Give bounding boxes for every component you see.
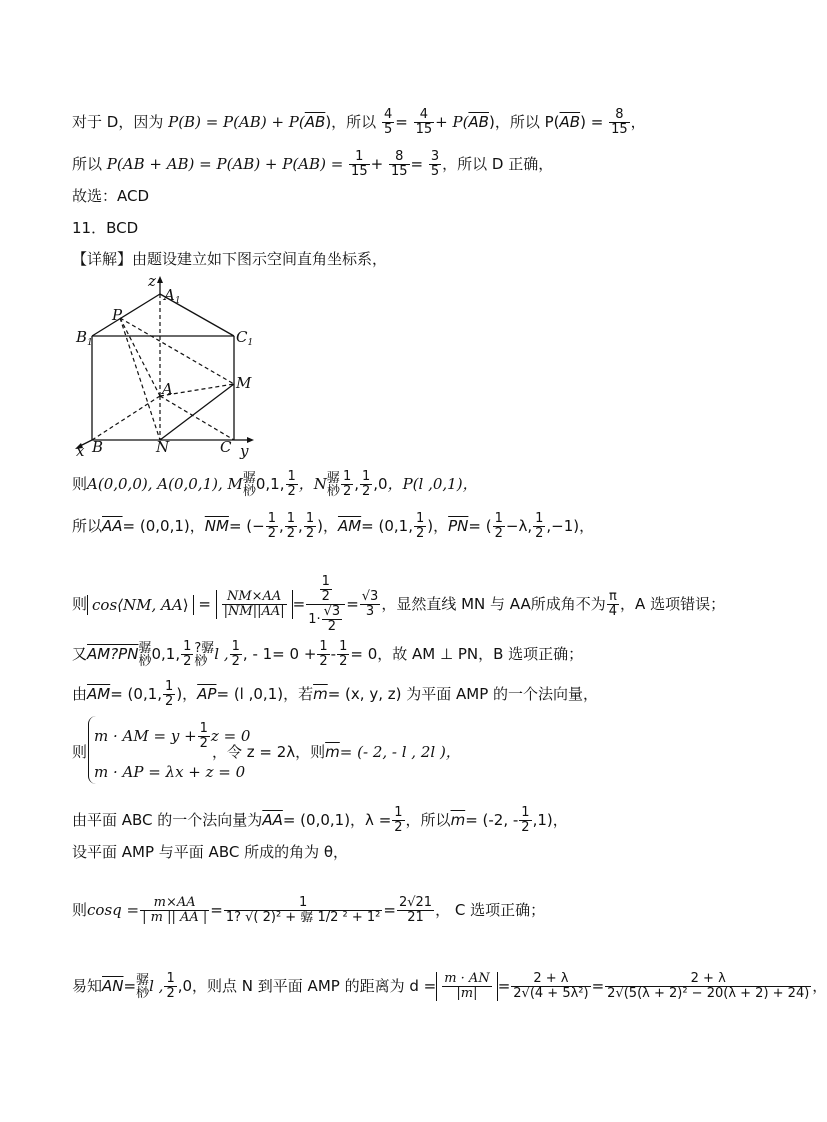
numerator: 1 (521, 805, 530, 820)
math: P(B) = P(AB) + P( (168, 113, 305, 131)
label-y: y (240, 442, 249, 460)
math: m · AM = y + (94, 727, 197, 745)
text: = (395, 113, 408, 131)
fraction (266, 512, 278, 541)
label-b1: $B_1$ (76, 328, 93, 348)
line-12 (72, 806, 568, 835)
numerator: 2√21 (398, 895, 433, 910)
math-overline: $\overline{AB}$ (468, 113, 489, 131)
fraction (414, 512, 426, 541)
text: = (346, 595, 359, 613)
garbled-glyph: 骣 桫 (326, 470, 340, 499)
numerator: 1 (342, 469, 352, 484)
label-m: M (236, 374, 252, 392)
text: 则 (72, 743, 88, 761)
denominator: 2√(5(λ + 2)² − 20(λ + 2) + 24) (607, 986, 810, 1001)
text: = (0,1, (110, 685, 163, 703)
fraction (181, 640, 193, 669)
label-c1: $C_1$ (236, 328, 254, 348)
text: )，所以 (325, 113, 377, 131)
line-9 (72, 640, 583, 669)
text: 由平面 ABC 的一个法向量为 (72, 811, 263, 829)
fraction (163, 680, 175, 709)
math: l , (214, 645, 229, 663)
numerator: 1 (166, 971, 175, 986)
math-overline: $\overline{AB}$ (559, 113, 581, 131)
fraction (429, 150, 441, 179)
garbled-glyph: 骣 桫 (138, 640, 152, 669)
numerator: 1 (165, 679, 174, 694)
abs-fraction (216, 590, 293, 619)
numerator: 4 (414, 108, 435, 123)
text: ，则点 N 到平面 AMP 的距离为 d = (192, 977, 437, 995)
vector: $\overline{AM}$ (87, 685, 111, 703)
denominator: 2 (321, 589, 330, 604)
fraction (493, 512, 505, 541)
text: , - 1 (242, 645, 273, 663)
label-z: z (148, 272, 156, 290)
text: , (278, 517, 284, 535)
text: ，令 z = 2λ，则 (212, 743, 326, 761)
line-15 (72, 972, 827, 1001)
denominator: 2 (327, 619, 337, 634)
text: )， (317, 517, 338, 535)
text: = (123, 977, 137, 995)
fraction (286, 470, 298, 499)
numerator: 1 (319, 639, 328, 654)
text: , (354, 475, 359, 493)
text: , (298, 517, 303, 535)
math: A(0,0,0), A (87, 475, 169, 493)
vector: $\overline{AP}$ (197, 685, 217, 703)
garbled-glyph: ?骣 桫 (194, 640, 215, 669)
text: ) = (580, 113, 604, 131)
text: 0,1, (151, 645, 181, 663)
text: = (383, 901, 396, 919)
denominator: 2 (166, 986, 175, 1001)
denominator: 15 (611, 122, 628, 137)
abs-cos (87, 595, 194, 615)
fraction (609, 108, 630, 137)
text: 对于 D，因为 (72, 113, 164, 131)
line-6 (72, 470, 478, 499)
denominator (306, 605, 345, 634)
line-2 (72, 150, 553, 179)
denominator: 2 (286, 526, 296, 541)
denominator: 2 (339, 654, 348, 669)
numerator: 1 (349, 150, 370, 165)
fraction (392, 806, 404, 835)
denominator: 2 (165, 694, 174, 709)
math: ⟩ (182, 595, 189, 614)
text: ， C 选项正确； (435, 901, 546, 919)
numerator: 1 (415, 511, 425, 526)
fraction (317, 640, 329, 669)
numerator: 1 (394, 805, 403, 820)
denominator: 15 (390, 164, 408, 179)
math: cosq = (87, 901, 140, 919)
math: = (- 2, - l , 2l )， (339, 743, 461, 761)
text: = (410, 155, 424, 173)
fraction (607, 590, 619, 619)
text: = (l ,0,1)，若 (216, 685, 314, 703)
text: = 0 + (272, 645, 317, 663)
vector: $\overline{AA}$ (102, 517, 123, 535)
text: 则 (72, 595, 88, 613)
line-5: 【详解】由题设建立如下图示空间直角坐标系， (72, 250, 388, 268)
edge-b1a1 (92, 294, 160, 336)
numerator: 3 (430, 149, 440, 164)
math: + P( (435, 113, 469, 131)
numerator: 1 (286, 511, 296, 526)
vector: $\overline{PN}$ (448, 517, 469, 535)
text: = (-2, - (465, 811, 519, 829)
label-p: P (112, 306, 123, 324)
fraction (198, 722, 210, 751)
text: = (0,1, (361, 517, 413, 535)
math: z = 0 (210, 727, 251, 745)
numerator: m · AN (444, 971, 490, 986)
text: = (292, 595, 306, 613)
line-11 (72, 742, 87, 762)
text: ，A 选项错误； (620, 595, 726, 613)
denominator: 2 (494, 526, 503, 541)
vector: $\overline{NM}$ (204, 517, 229, 535)
text: 所成角不为 (530, 595, 606, 613)
fraction (304, 512, 316, 541)
numerator: 1 (535, 511, 544, 526)
fraction (140, 896, 209, 925)
text: = (210, 901, 223, 919)
numerator: π (607, 590, 619, 605)
text: ,1)， (532, 811, 568, 829)
numerator: 4 (383, 107, 393, 122)
text: ,0 (177, 977, 193, 995)
fraction (511, 972, 590, 1001)
fraction (320, 575, 332, 604)
denominator: |m| (456, 986, 478, 1001)
line-8: 则 cos⟨NM, AA⟩ = $\frac{NM\times AA}{|NM||AA|}$ = $\frac{1}{2}$ 1· $\frac{√3}{2}$ = $\frac{√3}{3}$ ，显然直线 MN 与 AA所成角不为 $\frac{\pi}{4}$ ，A 选项错误； (72, 574, 726, 634)
text: ，显然直线 MN 与 AA (381, 595, 531, 613)
numerator: 2 + λ (511, 972, 590, 987)
line-14 (72, 896, 545, 925)
denominator: 15 (415, 122, 433, 137)
label-x: x (76, 442, 85, 460)
line-4: 11．BCD (72, 219, 139, 237)
text: 0,1, (255, 475, 285, 493)
fraction (442, 972, 492, 1001)
garbled-glyph: 骣 桫 (136, 972, 150, 1001)
denominator: 21 (407, 910, 424, 925)
text: = (0,0,1)，λ = (282, 811, 392, 829)
vector: $\overline{m}$ (450, 811, 466, 829)
z-arrow-icon (157, 276, 163, 283)
denominator: | m || AA | (142, 910, 208, 925)
denominator: 4 (608, 604, 618, 619)
label-a: A (162, 380, 173, 398)
fraction (285, 512, 297, 541)
numerator: 1 (224, 896, 383, 911)
text: 则 (72, 475, 88, 493)
math: (0,0,1), M (168, 475, 243, 493)
text: = (0,0,1)， (122, 517, 205, 535)
numerator: 1 (231, 639, 240, 654)
denominator: 2 (342, 484, 352, 499)
denominator: 15 (351, 164, 368, 179)
vector: $\overline{AM}$ (337, 517, 362, 535)
text: ， (630, 113, 646, 131)
fraction (533, 512, 545, 541)
line-7 (72, 512, 594, 541)
numerator: 1 (321, 574, 330, 589)
text: ，所以 D 正确， (442, 155, 554, 173)
label-a1: $A_1$ (164, 286, 181, 306)
numerator: 2 + λ (605, 972, 811, 987)
text: ,−1)， (546, 517, 595, 535)
text: = (591, 977, 605, 995)
denominator: 5 (430, 164, 440, 179)
text: = (497, 977, 511, 995)
text: ,0 (373, 475, 388, 493)
text: 由 (72, 685, 88, 703)
numerator: 1 (339, 639, 348, 654)
line-1 (72, 108, 646, 137)
denominator: 2 (394, 820, 403, 835)
line-13: 设平面 AMP 与平面 ABC 所成的角为 θ， (72, 843, 349, 861)
fraction (230, 640, 242, 669)
denominator: 2 (287, 484, 296, 499)
text: ， (812, 977, 827, 995)
text: )，所以 P( (488, 113, 560, 131)
numerator: 1 (287, 469, 296, 484)
denominator: 2 (267, 526, 276, 541)
numerator: 1 (305, 511, 315, 526)
text: −λ, (505, 517, 533, 535)
denominator: 2 (231, 654, 240, 669)
text: 所以 (72, 155, 103, 173)
fraction (389, 150, 410, 179)
denominator: 5 (383, 122, 393, 137)
numerator: 8 (609, 108, 630, 123)
vector: $\overline{AN}$ (102, 977, 124, 995)
numerator: 1 (494, 511, 503, 526)
vector: $\overline{AA}$ (262, 811, 283, 829)
text: 又 (72, 645, 88, 663)
fraction (519, 806, 531, 835)
text: )， (176, 685, 198, 703)
denominator: 2 (199, 736, 208, 751)
fraction (382, 108, 394, 137)
edge-ab (92, 396, 160, 440)
denominator: 3 (365, 604, 375, 619)
coordinate-figure (72, 272, 272, 462)
math: ，P(l ,0,1)， (387, 475, 478, 493)
denominator: 1? √( 2)² + 骣 1/2 ² + 1² (225, 910, 381, 925)
text: + (370, 155, 384, 173)
fraction (397, 896, 434, 925)
denominator: 2 (183, 654, 192, 669)
fraction (414, 108, 435, 137)
label-b: B (92, 438, 104, 456)
denominator: 2√(4 + 5λ²) (513, 986, 589, 1001)
numerator: √3 (361, 589, 379, 604)
fraction (222, 590, 287, 619)
numerator: NM×AA (222, 590, 287, 605)
numerator: 8 (389, 150, 410, 165)
fraction (164, 972, 176, 1001)
fraction (306, 575, 345, 634)
denominator: 2 (415, 526, 425, 541)
equation-2 (94, 762, 245, 782)
text: - (330, 645, 337, 663)
denominator: 2 (362, 484, 371, 499)
fraction (224, 896, 383, 925)
denominator: 2 (535, 526, 544, 541)
fraction (322, 605, 343, 634)
math: l , (149, 977, 164, 995)
fraction (605, 972, 811, 1001)
text: 1· (308, 612, 321, 627)
abs-fraction (436, 972, 498, 1001)
math: P(AB + AB) = P(AB) + P(AB) = (106, 155, 344, 173)
garbled-glyph: 骣 桫 (242, 470, 256, 499)
fraction (341, 470, 353, 499)
line-11-rest (212, 742, 461, 762)
edge-ac (160, 396, 234, 440)
line-10 (72, 680, 598, 709)
text: = (x, y, z) 为平面 AMP 的一个法向量， (327, 685, 599, 703)
math: cos⟨NM, AA (92, 595, 183, 614)
text: 所以 (72, 517, 103, 535)
denominator: 2 (319, 654, 328, 669)
text: = (− (228, 517, 265, 535)
label-c: C (220, 438, 232, 456)
fraction (360, 590, 381, 619)
vector: $\overline{m}$ (313, 685, 328, 703)
numerator: √3 (323, 604, 341, 619)
text: 易知 (72, 977, 103, 995)
numerator: 1 (267, 511, 276, 526)
text: = ( (468, 517, 492, 535)
math: m · AP = λx + z = 0 (94, 763, 246, 781)
denominator: |NM||AA| (223, 604, 285, 619)
fraction (360, 470, 372, 499)
text: ，所以 (405, 811, 451, 829)
vector: $\overline{m}$ (325, 743, 340, 761)
line-3: 故选：ACD (72, 187, 150, 205)
denominator: 2 (305, 526, 315, 541)
text: = 0，故 AM ⊥ PN，B 选项正确； (350, 645, 584, 663)
numerator: 1 (199, 721, 208, 736)
fraction (337, 640, 349, 669)
label-n: N (156, 438, 170, 456)
numerator: 1 (183, 639, 192, 654)
numerator: m×AA (140, 896, 209, 911)
vector: AM?PN (87, 645, 139, 663)
numerator: 1 (362, 469, 371, 484)
text: )， (427, 517, 449, 535)
numerator (306, 575, 345, 605)
text: 则 (72, 901, 88, 919)
math-overline: $\overline{AB}$ (304, 113, 326, 131)
denominator: 2 (521, 820, 530, 835)
fraction (349, 150, 370, 179)
math: ，N (298, 475, 327, 493)
